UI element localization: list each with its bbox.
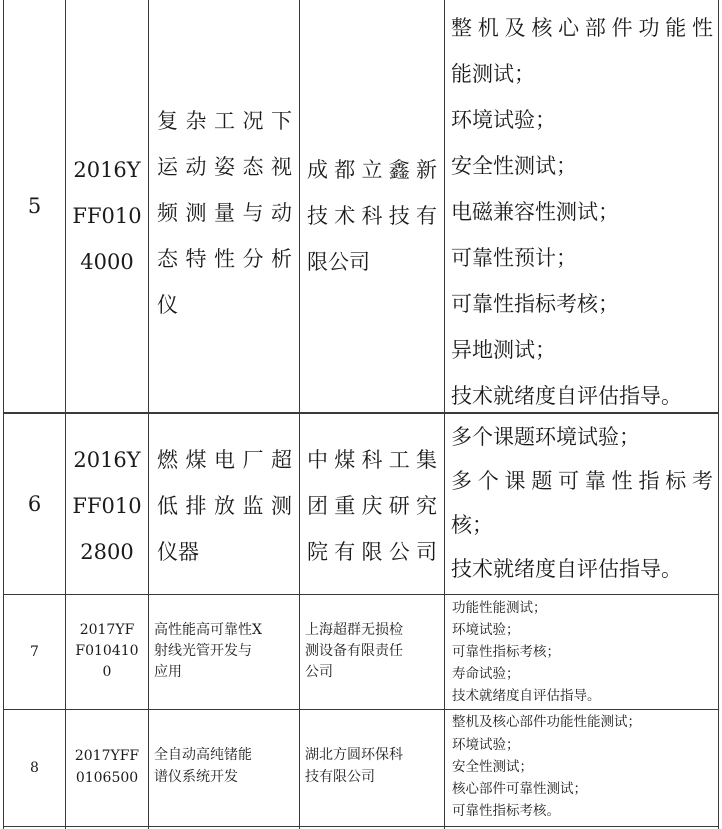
row-divider — [3, 709, 719, 710]
project-code: 2016Y FF010 2800 — [72, 448, 142, 564]
project-code: 2016Y FF010 4000 — [72, 158, 142, 274]
project-code: 2017YF F010410 0 — [75, 622, 139, 680]
project-code: 2017YFF 0106500 — [74, 748, 140, 786]
table-border-bottom — [3, 826, 719, 827]
service-tasks: 整机及核心部件功能性能测试； 环境试验； 安全性测试； 核心部件可靠性测试； 可靠性指标考核。 — [452, 714, 641, 819]
column-divider — [65, 0, 66, 829]
column-divider — [148, 0, 149, 829]
row-number: 6 — [27, 492, 42, 516]
project-title: 燃煤电厂超 低排放监测 仪器 — [157, 448, 292, 564]
row-number: 7 — [30, 644, 39, 660]
service-tasks: 多个课题环境试验； 多个课题可靠性指标考 核； 技术就绪度自评估指导。 — [451, 425, 713, 581]
column-divider — [299, 0, 300, 829]
service-tasks: 整机及核心部件功能性 能测试； 环境试验； 安全性测试； 电磁兼容性测试； 可靠性预计； 可靠性指标考核； 异地测试； 技术就绪度自评估指导。 — [451, 16, 713, 408]
service-tasks: 功能性能测试； 环境试验； 可靠性指标考核； 寿命试验； 技术就绪度自评估指导。 — [452, 600, 601, 704]
organization: 成都立鑫新 技术科技有 限公司 — [307, 158, 437, 274]
table-border-right — [718, 0, 719, 829]
organization: 湖北方圆环保科 技有限公司 — [305, 747, 403, 785]
row-divider — [3, 594, 719, 595]
column-divider — [444, 0, 445, 829]
project-title: 复杂工况下 运动姿态视 频测量与动 态特性分析 仪 — [157, 109, 292, 317]
row-number: 8 — [30, 760, 39, 776]
row-number: 5 — [27, 194, 42, 218]
project-title: 高性能高可靠性X 射线光管开发与 应用 — [154, 622, 262, 680]
organization: 上海超群无损检 测设备有限责任 公司 — [305, 622, 403, 680]
project-title: 全自动高纯锗能 谱仪系统开发 — [154, 747, 252, 785]
organization: 中煤科工集 团重庆研究 院有限公司 — [307, 448, 437, 564]
